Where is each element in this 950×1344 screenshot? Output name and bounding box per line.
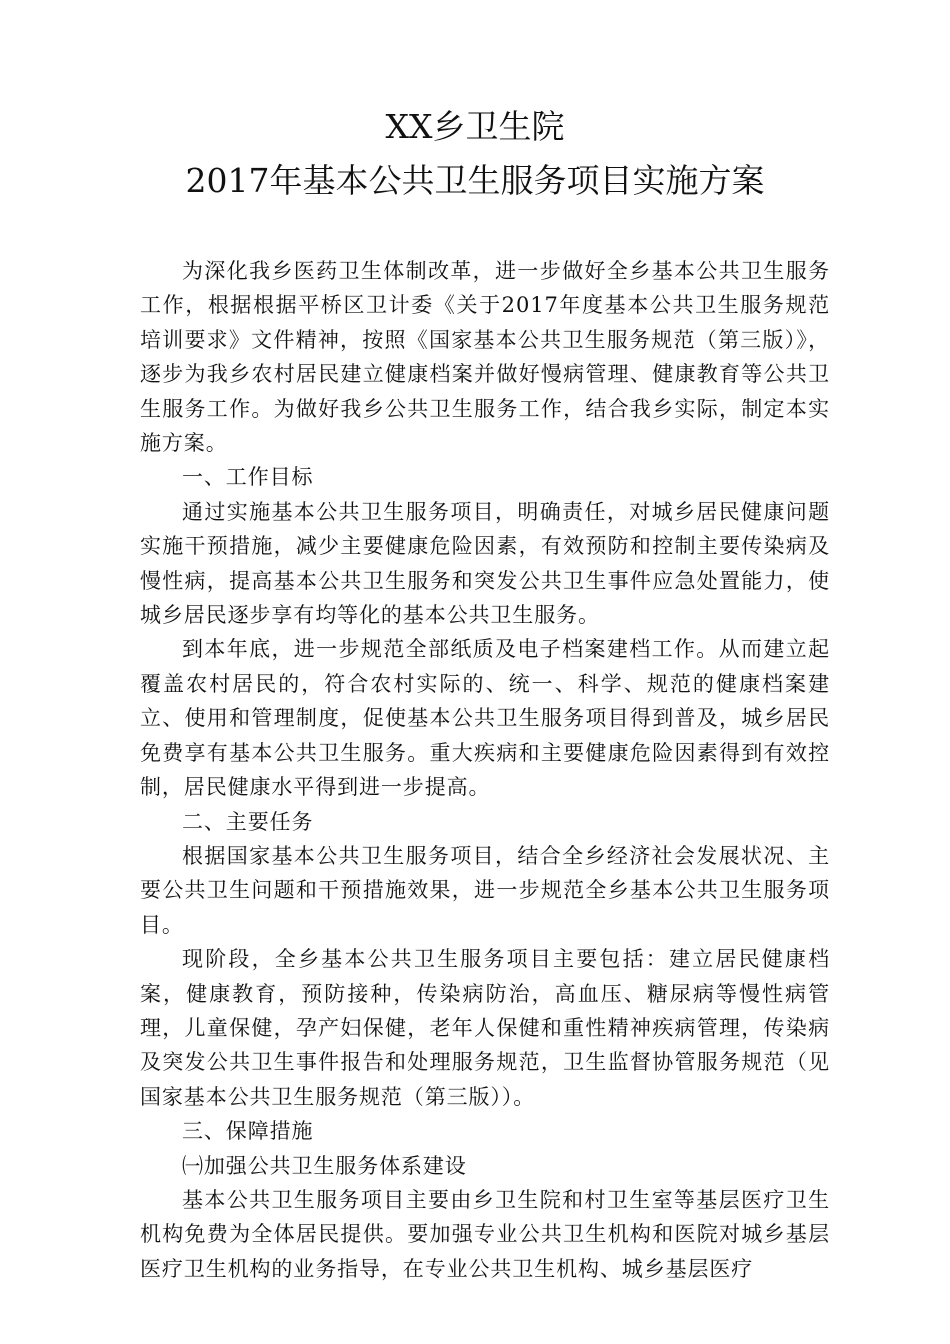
document-body <box>140 254 830 1286</box>
measures-paragraph-1: 基本公共卫生服务项目主要由乡卫生院和村卫生室等基层医疗卫生机构免费为全体居民提供。要加强专业公共卫生机构和医院对城乡基层医疗卫生机构的业务指导，在专业公共卫生机构、城乡基层医疗 <box>140 1187 830 1281</box>
subsection-heading-system: ㈠加强公共卫生服务体系建设 <box>182 1153 467 1178</box>
title-line-1: XX乡卫生院 <box>385 107 565 146</box>
tasks-paragraph-2: 现阶段，全乡基本公共卫生服务项目主要包括：建立居民健康档案，健康教育，预防接种，传染病防治，高血压、糖尿病等慢性病管理，儿童保健，孕产妇保健，老年人保健和重性精神疾病管理，传染病及突发公共卫生事件报告和处理服务规范，卫生监督协管服务规范（见国家基本公共卫生服务规范（第三版））。 <box>140 947 830 1109</box>
section-heading-goals: 一、工作目标 <box>182 465 314 490</box>
document-title <box>0 100 950 208</box>
intro-paragraph: 为深化我乡医药卫生体制改革，进一步做好全乡基本公共卫生服务工作，根据根据平桥区卫计委《关于2017年度基本公共卫生服务规范培训要求》文件精神，按照《国家基本公共卫生服务规范（第三版）》，逐步为我乡农村居民建立健康档案并做好慢病管理、健康教育等公共卫生服务工作。为做好我乡公共卫生服务工作，结合我乡实际，制定本实施方案。 <box>140 259 830 456</box>
goals-paragraph-1: 通过实施基本公共卫生服务项目，明确责任，对城乡居民健康问题实施干预措施，减少主要健康危险因素，有效预防和控制主要传染病及慢性病，提高基本公共卫生服务和突发公共卫生事件应急处置能力，使城乡居民逐步享有均等化的基本公共卫生服务。 <box>140 499 830 628</box>
section-heading-tasks: 二、主要任务 <box>182 809 314 834</box>
tasks-paragraph-1: 根据国家基本公共卫生服务项目，结合全乡经济社会发展状况、主要公共卫生问题和干预措施效果，进一步规范全乡基本公共卫生服务项目。 <box>140 843 830 937</box>
title-line-2: 2017年基本公共卫生服务项目实施方案 <box>185 161 765 200</box>
section-heading-measures: 三、保障措施 <box>182 1119 314 1144</box>
goals-paragraph-2: 到本年底，进一步规范全部纸质及电子档案建档工作。从而建立起覆盖农村居民的，符合农村实际的、统一、科学、规范的健康档案建立、使用和管理制度，促使基本公共卫生服务项目得到普及，城乡居民免费享有基本公共卫生服务。重大疾病和主要健康危险因素得到有效控制，居民健康水平得到进一步提高。 <box>140 637 830 800</box>
